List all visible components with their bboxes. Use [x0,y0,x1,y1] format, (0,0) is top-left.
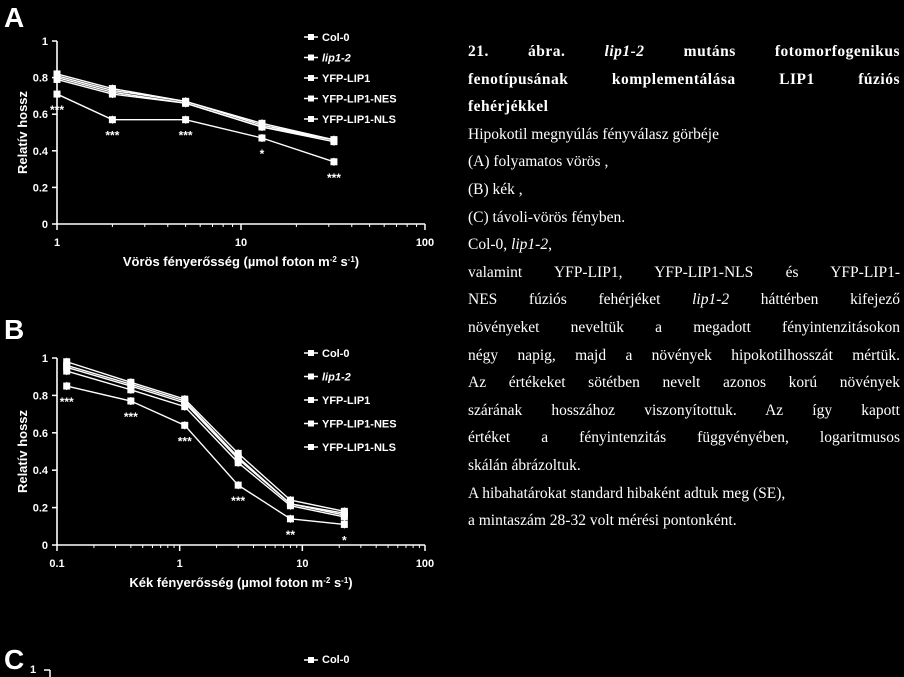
caption-line: valamint YFP-LIP1, YFP-LIP1-NLS és YFP-LIP1- [468,263,900,281]
x-tick-label: 0.1 [49,558,65,570]
significance-label: * [259,146,265,161]
series-line [67,371,345,517]
data-point [182,116,189,123]
data-point [127,398,134,405]
significance-label: *** [49,103,65,118]
data-point [181,396,188,403]
data-point [235,450,242,457]
panel-c [0,640,455,677]
caption-line: Col-0, lip1-2, [468,236,552,254]
panel-c-axis [0,640,455,677]
panel-letter: C [4,644,25,675]
caption-line: skálán ábrázoltuk. [468,456,581,474]
data-point [287,497,294,504]
data-point [127,386,134,393]
figure-caption [468,38,900,535]
legend-marker [308,75,314,81]
legend-entry: YFP-LIP1-NLS [322,114,396,126]
significance-label: *** [177,434,192,449]
significance-label: * [342,533,347,548]
panel-a [0,0,455,300]
y-tick-label: 1 [41,36,48,48]
data-point [127,379,134,386]
data-point [109,116,116,123]
y-tick-label: 0.6 [32,427,48,440]
x-tick-label: 1 [53,237,61,249]
y-axis-label: Relatív hossz [15,409,30,494]
legend-marker [308,350,314,356]
data-point [63,383,70,390]
legend-entry: YFP-LIP1 [322,395,371,407]
y-tick-label: 1 [30,664,37,676]
legend-entry: YFP-LIP1-NLS [322,442,396,454]
caption-line: (B) kék , [468,180,523,198]
legend-marker [308,397,314,403]
significance-label: *** [59,395,74,410]
legend-marker [308,374,314,380]
x-tick-label: 10 [234,237,248,249]
caption-line: értéket a fényintenzitás függvényében, logaritmusos [468,429,900,447]
legend-marker [308,444,314,450]
y-tick-label: 0 [41,540,48,552]
caption-line: négy napig, majd a növények hipokotilhosszát mértük. [468,346,900,364]
significance-label: *** [123,410,138,425]
series-line [67,362,345,512]
legend-marker [308,55,314,61]
data-point [287,515,294,522]
legend-entry: YFP-LIP1-NES [322,418,397,431]
panel-b [0,310,455,610]
significance-label: *** [105,128,120,143]
y-tick-label: 0.8 [32,72,48,85]
data-point [235,482,242,489]
data-point [181,403,188,410]
legend-marker [308,421,314,427]
data-point [341,508,348,515]
caption-title-line-2: fenotípusának komplementálása LIP1 fúziós [468,70,900,88]
caption-line: Az értékeket sötétben nevelt azonos korú növények [468,374,900,392]
data-point [182,98,189,105]
x-tick-label: 100 [415,558,435,570]
chart-b [0,310,455,610]
caption-line: (C) távoli-vörös fényben. [468,208,626,226]
panel-letter: A [4,2,25,33]
x-axis-label: Vörös fényerősség (µmol foton $m^{-2}$ $s^{-1}$) [122,254,360,269]
caption-line: a mintaszám 28-32 volt mérési pontonként. [468,512,737,530]
legend-entry: YFP-LIP1-NES [322,93,397,106]
data-point [63,368,70,375]
data-point [258,120,265,127]
data-point [235,459,242,466]
chart-a [0,0,455,300]
y-tick-label: 0.4 [32,145,48,158]
legend-entry: Col-0 [322,348,350,360]
y-tick-label: 0.2 [32,502,48,515]
series-line [67,365,345,513]
x-tick-label: 1 [176,558,183,570]
significance-label: *** [231,494,246,509]
y-tick-label: 0.8 [32,390,48,403]
series-line [67,386,345,524]
caption-line: növényeket neveltük a megadott fényintenzitásokon [468,318,900,336]
data-point [330,136,337,143]
y-tick-label: 0.6 [32,109,48,122]
y-axis-label: Relatív hossz [15,90,30,175]
data-point [63,358,70,365]
data-point [54,91,61,98]
legend-marker [308,116,314,122]
data-point [54,70,61,77]
y-tick-label: 0.4 [32,465,48,478]
legend-entry: Col-0 [322,654,350,666]
series-line [67,367,345,515]
legend-entry: Col-0 [322,32,350,44]
legend-entry: lip1-2 [322,371,351,384]
significance-label: *** [178,128,193,143]
significance-label: *** [326,170,341,185]
data-point [341,521,348,528]
legend-marker [308,34,314,40]
legend-marker [308,96,314,102]
x-tick-label: 100 [415,237,435,249]
x-tick-label: 10 [296,558,309,570]
legend-entry: lip1-2 [322,52,351,65]
data-point [258,134,265,141]
caption-line: Hipokotil megnyúlás fényválasz görbéje [468,125,719,143]
caption-line: NES fúziós fehérjéket lip1-2 háttérben kifejező [468,291,900,309]
x-axis-label: Kék fényerősség (µmol foton $m^{-2}$ $s^{-1}$) [129,575,353,590]
caption-title-line-3: fehérjékkel [468,98,549,116]
caption-line: (A) folyamatos vörös , [468,153,609,171]
significance-label: ** [285,527,296,542]
caption-title-line-1: 21. ábra. lip1-2 mutáns fotomorfogenikus [468,43,901,60]
panel-letter: B [4,314,25,345]
data-point [330,158,337,165]
y-tick-label: 0 [41,219,48,231]
legend-entry: YFP-LIP1 [322,73,371,85]
y-tick-label: 0.2 [32,182,48,195]
caption-line: A hibahatárokat standard hibaként adtuk meg (SE), [468,484,786,502]
caption-line: szárának hosszához viszonyítottuk. Az így kapott [468,401,900,419]
data-point [181,422,188,429]
y-tick-label: 1 [41,353,48,365]
data-point [109,85,116,92]
